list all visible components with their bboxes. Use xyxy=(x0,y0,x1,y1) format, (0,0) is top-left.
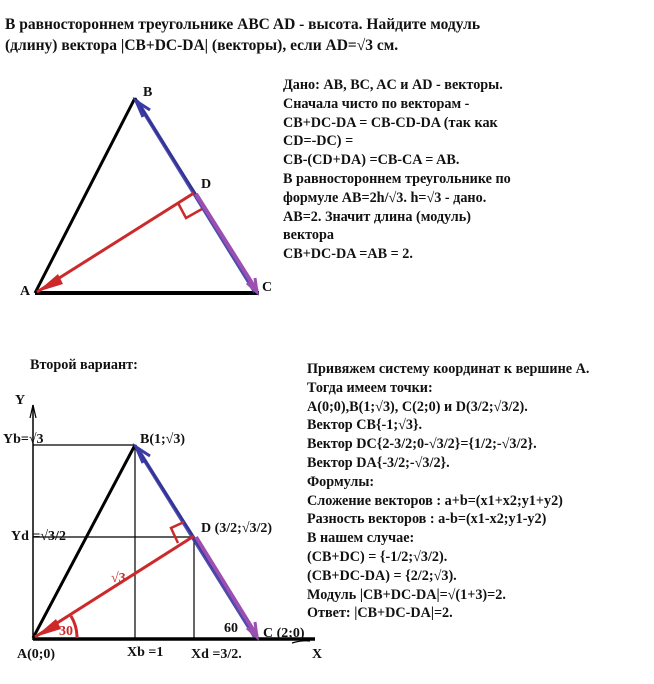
solution-line: Ответ: |CB+DC-DA|=2. xyxy=(307,605,453,622)
yb-label: Yb=√3 xyxy=(3,432,44,447)
solution-line: Привяжем систему координат к вершине А. xyxy=(307,361,590,377)
solution-line: Сначала чисто по векторам - xyxy=(283,95,470,112)
solution-line: AB=2. Значит длина (модуль) xyxy=(283,208,471,225)
xb-label: Xb =1 xyxy=(127,645,164,660)
vertex-label-b: B xyxy=(143,85,153,100)
solution-line: A(0;0),B(1;√3), C(2;0) и D(3/2;√3/2). xyxy=(307,398,528,415)
vertex-label-a: A xyxy=(20,284,31,299)
problem-line: В равностороннем треугольнике ABC AD - высота. Найдите модуль xyxy=(5,16,481,33)
point-c-label: C (2;0) xyxy=(263,626,305,641)
solution-line: Вектор CB{-1;√3}. xyxy=(307,417,423,434)
solution-line: (CB+DC-DA) = {2/2;√3). xyxy=(307,567,457,584)
y-axis-label: Y xyxy=(15,393,26,408)
yd-label: Yd =√3/2 xyxy=(11,529,66,544)
solution-line: формуле AB=2h/√3. h=√3 - дано. xyxy=(283,189,487,206)
vector-cb xyxy=(137,448,255,637)
solution-line: Модуль |CB+DC-DA|=√(1+3)=2. xyxy=(307,586,506,603)
ad-length-label: √3 xyxy=(111,571,126,586)
angle-30-label: 30 xyxy=(59,624,73,639)
solution-line: Сложение векторов : a+b=(x1+x2;y1+y2) xyxy=(307,492,563,509)
figure-2-coordinate-triangle xyxy=(3,393,322,662)
solution-line: Вектор DA{-3/2;-√3/2}. xyxy=(307,454,450,471)
solution-line: (CB+DC) = {-1/2;√3/2). xyxy=(307,548,448,565)
figure-1-triangle xyxy=(20,85,272,299)
problem-line: (длину) вектора |CB+DC-DA| (векторы), если AD=√3 см. xyxy=(5,37,399,54)
solution-line: CD=-DC) = xyxy=(283,133,354,150)
vertex-label-d: D xyxy=(201,177,212,192)
point-d-label: D (3/2;√3/2) xyxy=(201,521,273,536)
solution-line: Формулы: xyxy=(307,473,375,490)
solution-line: Тогда имеем точки: xyxy=(307,379,433,396)
xd-label: Xd =3/2. xyxy=(191,647,242,662)
angle-60-label: 60 xyxy=(224,621,238,636)
right-angle-mark xyxy=(171,522,184,543)
solution-line: В равностороннем треугольнике по xyxy=(283,170,511,187)
vertex-label-c: C xyxy=(262,280,273,295)
solution-line: вектора xyxy=(283,227,334,244)
second-variant-heading: Второй вариант: xyxy=(30,357,138,373)
point-b-label: B(1;√3) xyxy=(140,432,186,447)
solution-line: CB+DC-DA =AB = 2. xyxy=(283,246,413,263)
point-a-label: A(0;0) xyxy=(17,647,56,662)
solution-line: CB+DC-DA = CB-CD-DA (так как xyxy=(283,114,498,131)
right-angle-mark xyxy=(178,203,202,218)
solution-line: В нашем случае: xyxy=(307,530,415,547)
solution-line: Разность векторов : a-b=(x1-x2;y1-y2) xyxy=(307,511,547,528)
solution-line: CB-(CD+DA) =CB-CA = AB. xyxy=(283,152,460,169)
solution-line: Дано: AB, BC, AC и AD - векторы. xyxy=(283,77,503,93)
vector-dc xyxy=(196,194,257,291)
solution-line: Вектор DC{2-3/2;0-√3/2}={1/2;-√3/2}. xyxy=(307,436,537,453)
x-axis-label: X xyxy=(312,647,323,662)
